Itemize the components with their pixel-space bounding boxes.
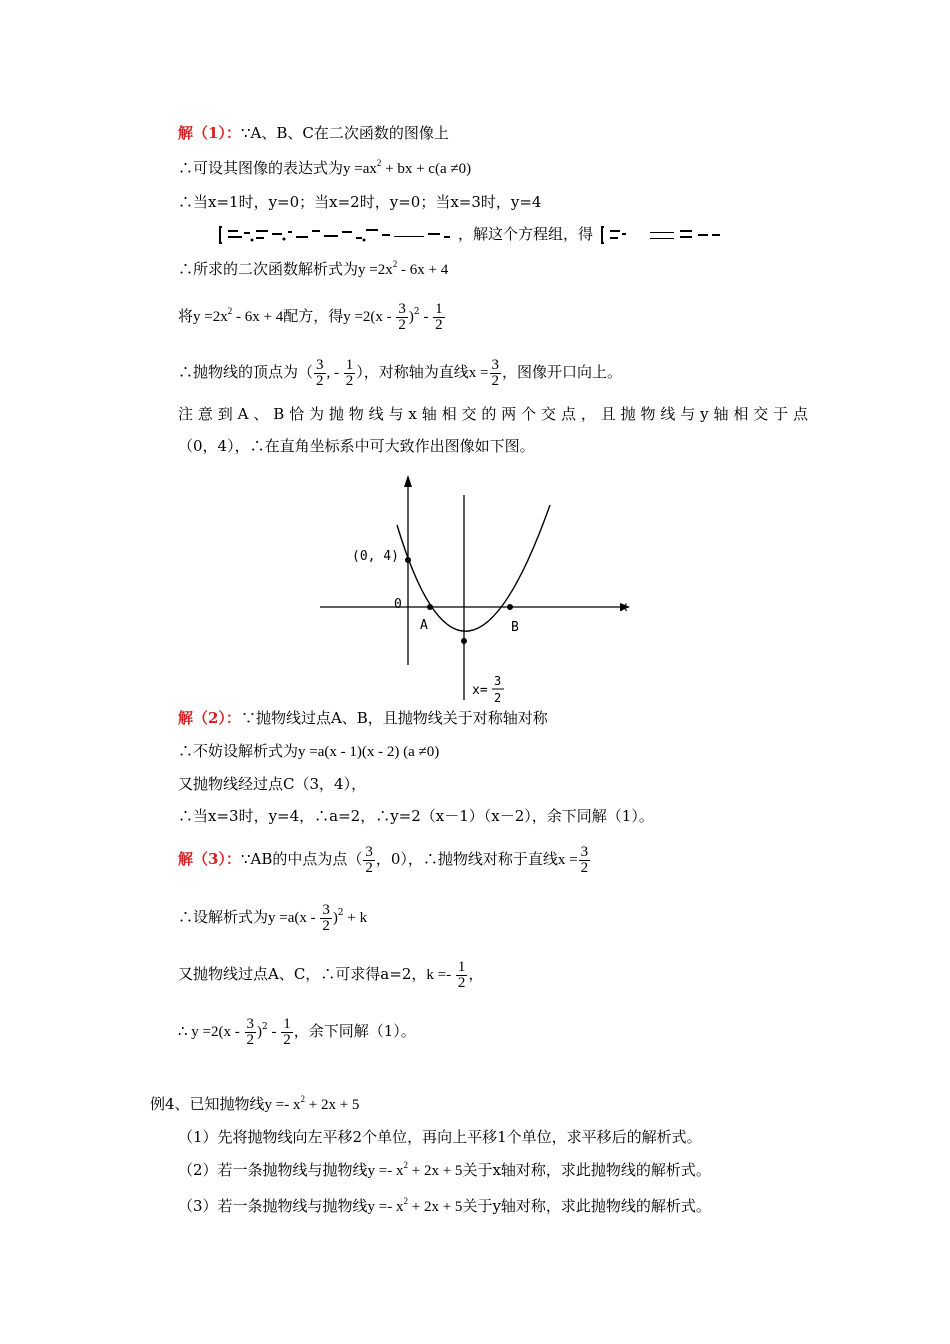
part1-line1 <box>178 123 449 143</box>
part3-label: 解（3）： <box>178 850 241 868</box>
formula-part: k =- <box>426 967 455 983</box>
numerator: 1 <box>435 300 443 317</box>
part1-formula-result <box>358 259 449 278</box>
part1-line6 <box>178 297 446 336</box>
text: ），对称轴为直线 <box>356 363 469 381</box>
denominator: 2 <box>365 859 373 876</box>
numerator: 3 <box>322 901 330 918</box>
fraction <box>245 1017 257 1048</box>
part1-line7 <box>178 353 622 392</box>
part1-text5: ∴所求的二次函数解析式为 <box>178 260 359 278</box>
exponent: 2 <box>413 307 420 317</box>
numerator: 3 <box>491 356 499 373</box>
denominator: 2 <box>345 372 354 389</box>
note-line2: （0，4），∴在直角坐标系中可大致作出图像如下图。 <box>178 437 535 455</box>
example4-title <box>150 1094 359 1115</box>
fraction <box>396 302 408 333</box>
formula-part: y =- x <box>367 1163 404 1179</box>
formula-part: x = <box>557 852 578 868</box>
vertex-point <box>461 638 467 644</box>
fraction <box>281 1017 293 1048</box>
exponent: 2 <box>300 1094 306 1104</box>
formula-part: - <box>267 1024 281 1040</box>
formula <box>367 1160 463 1179</box>
example4-q2 <box>178 1160 711 1181</box>
denominator: 2 <box>491 372 499 389</box>
text: ∴设解析式为 <box>178 908 269 926</box>
text: ，图像开口向上。 <box>502 363 623 381</box>
part1-line3: ∴当x=1时，y=0；当x=2时，y=0；当x=3时，y=4 <box>178 193 542 211</box>
exponent: 2 <box>376 158 382 168</box>
exponent: 2 <box>262 1022 268 1032</box>
formula-part: - 6x + 4 <box>397 262 449 278</box>
text: 关于y轴对称，求此抛物线的解析式。 <box>462 1197 711 1215</box>
equation-system-image <box>218 224 458 246</box>
fraction <box>433 302 445 333</box>
denominator: 2 <box>457 974 466 991</box>
point-b <box>507 604 513 610</box>
text: （3）若一条抛物线与抛物线 <box>178 1197 368 1215</box>
note-line1: 注意到A、B恰为抛物线与x轴相交的两个交点，且抛物线与y轴相交于点 <box>178 405 808 423</box>
formula-part: x = <box>468 365 489 381</box>
formula-part: ) <box>257 1024 262 1040</box>
formula <box>367 1196 463 1215</box>
exponent: 2 <box>403 1196 409 1206</box>
denominator: 2 <box>322 917 330 934</box>
formula-part: y =a(x - <box>268 910 320 926</box>
part1-line4 <box>218 224 728 246</box>
numerator: 3 <box>246 1015 254 1032</box>
axis-frac-denominator: 2 <box>494 691 502 705</box>
exponent: 2 <box>392 259 398 269</box>
formula <box>193 306 284 325</box>
text: ，余下同解（1）。 <box>293 1022 416 1040</box>
fraction <box>579 845 591 876</box>
denominator: 2 <box>316 372 324 389</box>
formula-part: + 2x + 5 <box>408 1163 463 1179</box>
numerator: 1 <box>283 1015 291 1032</box>
text: 将 <box>178 307 194 325</box>
example4-q1: （1）先将抛物线向左平移2个单位，再向上平移1个单位，求平移后的解析式。 <box>178 1128 702 1146</box>
formula-part: ) <box>332 910 338 926</box>
part1-text2: ∴可设其图像的表达式为 <box>178 159 344 177</box>
exponent: 2 <box>403 1160 409 1170</box>
denominator: 2 <box>435 316 443 333</box>
part2-line1 <box>178 708 548 728</box>
text: 例4、已知抛物线 <box>150 1095 265 1113</box>
formula-part: y =ax <box>343 161 377 177</box>
part2-label: 解（2）： <box>178 709 241 727</box>
part1-line5 <box>178 259 448 280</box>
part3-line1 <box>178 840 591 879</box>
equation-solution-graphic <box>598 224 728 246</box>
numerator: 3 <box>398 300 406 317</box>
label-b: B <box>511 620 519 635</box>
text: 关于x轴对称，求此抛物线的解析式。 <box>462 1161 711 1179</box>
numerator: 1 <box>457 958 466 975</box>
formula-part: y =2x <box>358 262 393 278</box>
parabola-graph <box>300 465 660 705</box>
example4-q3 <box>178 1196 711 1217</box>
part2-line4: ∴当x=3时，y=4，∴a=2，∴y=2（x－1）（x－2），余下同解（1）。 <box>178 807 654 825</box>
part1-line2 <box>178 158 471 179</box>
formula-part: - 6x + 4 <box>232 309 284 325</box>
fraction <box>363 845 375 876</box>
text: （2）若一条抛物线与抛物线 <box>178 1161 368 1179</box>
part1-label: 解（1）： <box>178 124 241 142</box>
fraction <box>320 903 332 934</box>
fraction <box>490 358 502 389</box>
axis-equation-label: x= <box>472 683 488 698</box>
part3-line3 <box>178 955 483 994</box>
fraction <box>456 960 468 991</box>
text: ∴抛物线的顶点为（ <box>178 363 314 381</box>
fraction <box>314 358 326 389</box>
part2-formula: y =a(x - 1)(x - 2) (a ≠0) <box>298 744 440 760</box>
point-a <box>427 604 433 610</box>
formula <box>264 1094 360 1113</box>
formula-part: + 2x + 5 <box>305 1097 360 1113</box>
exponent: 2 <box>337 908 344 918</box>
formula-part: y =2(x - <box>343 309 396 325</box>
text: ∵AB的中点为点（ <box>240 850 363 868</box>
denominator: 2 <box>398 316 406 333</box>
text: 配方，得 <box>283 307 344 325</box>
text: ， <box>468 965 484 983</box>
equation-solution-image <box>598 224 728 246</box>
text: 又抛物线过点A、C，∴可求得a=2， <box>178 965 427 983</box>
label-origin: 0 <box>394 597 402 612</box>
point-0-4 <box>405 557 411 563</box>
numerator: 3 <box>365 843 373 860</box>
label-a: A <box>420 618 428 633</box>
numerator: 1 <box>345 356 354 373</box>
formula-part: - <box>419 309 433 325</box>
formula-part: + 2x + 5 <box>408 1199 463 1215</box>
formula-part: ∴ y =2(x - <box>178 1024 244 1040</box>
parabola-curve <box>397 505 550 631</box>
formula-part: y =- x <box>264 1097 301 1113</box>
equation-system-graphic <box>218 224 458 246</box>
part1-formula-general <box>343 158 472 177</box>
text: ，0），∴抛物线对称于直线 <box>375 850 558 868</box>
part3-line2 <box>178 898 367 937</box>
part2-text1: ∵抛物线过点A、B，且抛物线关于对称轴对称 <box>240 709 548 727</box>
denominator: 2 <box>283 1031 291 1048</box>
part1-text1: ∵A、B、C在二次函数的图像上 <box>240 124 449 142</box>
part2-line2 <box>178 741 439 762</box>
formula-part: + bx + c(a ≠0) <box>381 161 472 177</box>
label-0-4: (0, 4) <box>352 549 399 564</box>
numerator: 3 <box>580 843 589 860</box>
label-x-axis: x <box>620 600 628 615</box>
part2-text2: ∴不妨设解析式为 <box>178 742 299 760</box>
numerator: 3 <box>316 356 324 373</box>
part1-text4: ，解这个方程组，得 <box>458 225 594 243</box>
axis-frac-numerator: 3 <box>494 674 502 688</box>
formula-part: y =2x <box>193 309 228 325</box>
denominator: 2 <box>246 1031 254 1048</box>
fraction <box>344 358 356 389</box>
formula-part: + k <box>343 910 368 926</box>
y-axis-arrow-icon <box>404 475 412 487</box>
part2-line3: 又抛物线经过点C（3，4）， <box>178 775 367 793</box>
formula-part: , - <box>326 365 343 381</box>
exponent: 2 <box>227 306 233 316</box>
formula-part: y =- x <box>367 1199 404 1215</box>
part3-line4 <box>178 1012 416 1051</box>
formula-part: ) <box>408 309 414 325</box>
denominator: 2 <box>580 859 589 876</box>
